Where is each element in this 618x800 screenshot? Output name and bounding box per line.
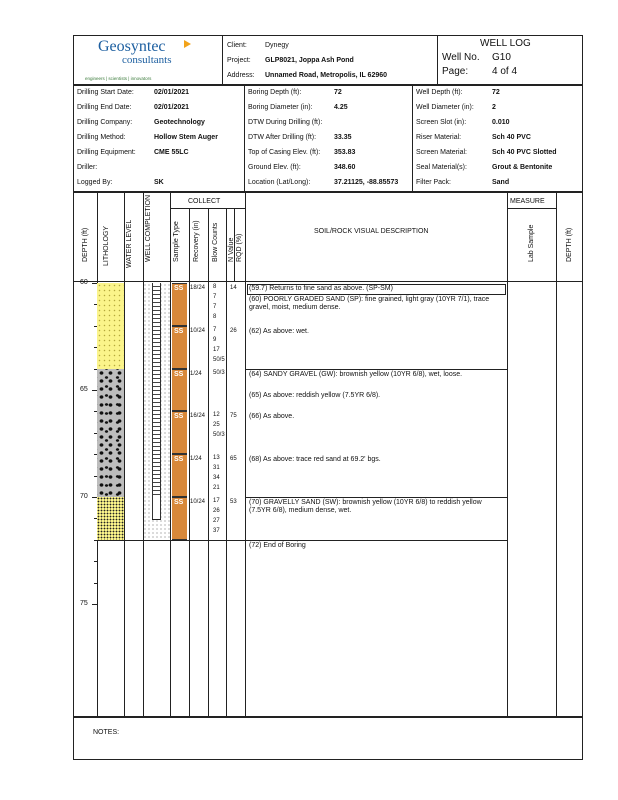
measure-header: MEASURE	[510, 198, 545, 205]
description-separator	[245, 497, 507, 498]
depth-minor-tick	[94, 540, 97, 541]
well-no-label: Well No.	[442, 52, 480, 63]
col3-value: 0.010	[492, 119, 510, 126]
col1-label: Drilling Start Date:	[77, 89, 134, 96]
blow-count: 7	[213, 294, 217, 300]
col2-label: Boring Diameter (in):	[248, 104, 313, 111]
sample-recovery: 10/24	[190, 327, 206, 334]
n-value: 75	[230, 413, 237, 420]
depth-minor-tick	[94, 433, 97, 434]
col1-value: Geotechnology	[154, 119, 205, 126]
description-entry: (59.7) Returns to fine sand as above. (SP-SM)	[249, 285, 393, 292]
col1-label: Drilling End Date:	[77, 104, 132, 111]
blow-count: 7	[213, 304, 217, 310]
col1-label: Drilling Equipment:	[77, 149, 136, 156]
well-sump	[152, 497, 161, 519]
col3-label: Screen Material:	[416, 149, 467, 156]
col1-value: 02/01/2021	[154, 89, 190, 96]
column-line	[208, 208, 209, 717]
col3-label: Filter Pack:	[416, 179, 452, 186]
column-line	[226, 208, 227, 717]
sample-type-label: SS	[174, 285, 184, 292]
col3-value: Sand	[492, 179, 510, 186]
n-value: 14	[230, 285, 237, 291]
well-screen	[152, 283, 161, 497]
col3-value: 72	[492, 89, 500, 96]
blow-count: 12	[213, 412, 220, 419]
sample-recovery: 16/24	[190, 413, 206, 420]
logo-tagline: engineers | scientists | innovators	[85, 76, 152, 81]
collect-header: COLLECT	[188, 198, 221, 205]
blow-count: 17	[213, 498, 220, 504]
header-divider	[222, 35, 223, 85]
info-divider-2	[412, 85, 413, 192]
col1-label: Drilling Company:	[77, 119, 133, 126]
column-line	[124, 192, 125, 717]
description-col-header: SOIL/ROCK VISUAL DESCRIPTION	[314, 228, 429, 235]
sample-recovery: 10/24	[190, 499, 206, 505]
page-label: Page:	[442, 66, 469, 77]
description-highlight-box	[247, 284, 506, 295]
notes-frame	[73, 717, 583, 760]
blow-count: 9	[213, 336, 217, 343]
column-line	[245, 192, 246, 717]
description-entry: (60) POORLY GRADED SAND (SP): fine grained, light gray (10YR 7/1), trace gravel, moist, medium dense.	[249, 295, 490, 311]
col3-label: Screen Slot (in):	[416, 119, 467, 126]
lithology-sandy-gravel	[97, 369, 124, 497]
description-entry: (68) As above: trace red sand at 69.2' bgs.	[249, 456, 381, 464]
col1-value: 02/01/2021	[154, 104, 190, 111]
page-value: 4 of 4	[492, 66, 518, 77]
n-value: 65	[230, 456, 237, 463]
depth-minor-tick	[94, 583, 97, 584]
depth-tick-label: 60	[80, 279, 88, 286]
col2-label: Location (Lat/Long):	[248, 179, 311, 186]
project-value: GLP8021, Joppa Ash Pond	[265, 57, 354, 64]
well-log-title: WELL LOG	[480, 38, 531, 49]
depth-minor-tick	[94, 518, 97, 519]
col2-label: Top of Casing Elev. (ft):	[248, 149, 321, 156]
sample-type-label: SS	[174, 370, 184, 378]
depth-right-col-header: DEPTH (ft)	[566, 227, 573, 262]
logo-sub: consultants	[122, 54, 172, 66]
col2-value: 348.60	[334, 164, 356, 171]
col3-label: Seal Material(s):	[416, 164, 467, 171]
lithology-poorly-graded-sand	[97, 283, 124, 369]
depth-tick-mark	[92, 390, 97, 391]
blow-count: 27	[213, 518, 220, 524]
sample-recovery: 1/24	[190, 370, 202, 377]
project-label: Project:	[227, 57, 251, 64]
depth-minor-tick	[94, 411, 97, 412]
col1-label: Driller:	[77, 164, 98, 171]
measure-bottom	[507, 208, 556, 209]
col2-value: 4.25	[334, 104, 348, 111]
depth-tick-mark	[92, 497, 97, 498]
col3-value: Sch 40 PVC	[492, 134, 531, 141]
blow-counts-col-header: Blow Counts	[212, 222, 219, 262]
well-completion-col-header: WELL COMPLETION	[145, 194, 152, 262]
address-label: Address:	[227, 72, 255, 79]
blow-count: 8	[213, 284, 217, 290]
col2-label: DTW During Drilling (ft):	[248, 119, 323, 126]
well-no-value: G10	[492, 52, 511, 63]
address-value: Unnamed Road, Metropolis, IL 62960	[265, 72, 388, 79]
depth-minor-tick	[94, 347, 97, 348]
blow-count: 31	[213, 465, 220, 472]
column-line	[507, 192, 508, 717]
col1-label: Logged By:	[77, 179, 113, 186]
blow-count: 26	[213, 508, 220, 514]
blow-count: 25	[213, 422, 220, 429]
sample-type-label: SS	[174, 456, 184, 464]
sample-recovery: 1/24	[190, 456, 202, 463]
notes-label: NOTES:	[93, 729, 120, 736]
lithology-gravelly-sand	[97, 497, 124, 540]
lithology-col-header: LITHOLOGY	[103, 225, 110, 266]
blow-count: 7	[213, 326, 217, 333]
sample-recovery: 18/24	[190, 285, 206, 291]
depth-minor-tick	[94, 476, 97, 477]
col2-value: 72	[334, 89, 342, 96]
col2-value: 33.35	[334, 134, 352, 141]
col3-label: Well Diameter (in):	[416, 104, 474, 111]
description-entry: (72) End of Boring	[249, 541, 306, 549]
column-line	[170, 192, 171, 717]
sample-type-label: SS	[174, 499, 184, 506]
lab-sample-col-header: Lab Sample	[528, 224, 535, 262]
col1-label: Drilling Method:	[77, 134, 126, 141]
blow-count: 34	[213, 475, 220, 482]
depth-minor-tick	[94, 369, 97, 370]
description-entry: (65) As above: reddish yellow (7.5YR 6/8).	[249, 392, 381, 399]
col3-label: Well Depth (ft):	[416, 89, 463, 96]
depth-tick-mark	[92, 283, 97, 284]
blow-count: 8	[213, 314, 217, 320]
description-entry: (70) GRAVELLY SAND (SW): brownish yellow (10YR 6/8) to reddish yellow (7.5YR 6/8), medium dense, wet.	[249, 499, 482, 514]
client-label: Client:	[227, 42, 247, 49]
col3-value: Sch 40 PVC Slotted	[492, 149, 557, 156]
rqd-col-header: RQD (%)	[236, 233, 243, 262]
n-value: 26	[230, 327, 237, 334]
col2-value: 353.83	[334, 149, 356, 156]
depth-tick-mark	[92, 604, 97, 605]
blow-count: 37	[213, 528, 220, 534]
n-value-col-header: N Value	[228, 237, 235, 262]
blow-count: 50/5	[213, 356, 225, 363]
col2-label: DTW After Drilling (ft):	[248, 134, 317, 141]
depth-minor-tick	[94, 561, 97, 562]
col2-label: Ground Elev. (ft):	[248, 164, 301, 171]
sample-type-col-header: Sample Type	[173, 221, 180, 262]
column-line	[556, 192, 557, 717]
blow-count: 50/3	[213, 432, 225, 439]
end-of-boring-line	[97, 540, 245, 541]
col2-label: Boring Depth (ft):	[248, 89, 302, 96]
blow-count: 17	[213, 346, 220, 353]
col1-value: CME 55LC	[154, 149, 189, 156]
depth-minor-tick	[94, 454, 97, 455]
col3-value: Grout & Bentonite	[492, 164, 553, 171]
depth-tick-label: 65	[80, 386, 88, 393]
col2-value: 37.21125, -88.85573	[334, 179, 399, 186]
description-separator	[245, 540, 507, 541]
depth-col-header: DEPTH (ft)	[82, 227, 89, 262]
col3-value: 2	[492, 104, 496, 111]
depth-minor-tick	[94, 326, 97, 327]
blow-count: 13	[213, 455, 220, 462]
header-divider-2	[437, 35, 438, 85]
col1-value: SK	[154, 179, 164, 186]
description-separator	[245, 369, 507, 370]
sample-type-label: SS	[174, 413, 184, 421]
depth-tick-label: 75	[80, 600, 88, 607]
depth-minor-tick	[94, 304, 97, 305]
n-value: 53	[230, 499, 237, 505]
blow-count: 21	[213, 485, 220, 492]
logo-name: Geosyntec	[98, 38, 166, 55]
description-entry: (64) SANDY GRAVEL (GW): brownish yellow (10YR 6/8), wet, loose.	[249, 370, 463, 378]
recovery-col-header: Recovery (in)	[193, 220, 200, 262]
description-entry: (62) As above: wet.	[249, 327, 309, 335]
logo-mark-icon	[184, 40, 191, 48]
description-entry: (66) As above.	[249, 413, 295, 421]
well-bottom-cap	[152, 519, 161, 520]
depth-tick-label: 70	[80, 493, 88, 500]
col1-value: Hollow Stem Auger	[154, 134, 218, 141]
col3-label: Riser Material:	[416, 134, 462, 141]
info-divider	[244, 85, 245, 192]
sample-type-label: SS	[174, 327, 184, 335]
blow-count: 50/3	[213, 369, 225, 376]
client-value: Dynegy	[265, 42, 289, 49]
water-level-col-header: WATER LEVEL	[126, 219, 133, 268]
